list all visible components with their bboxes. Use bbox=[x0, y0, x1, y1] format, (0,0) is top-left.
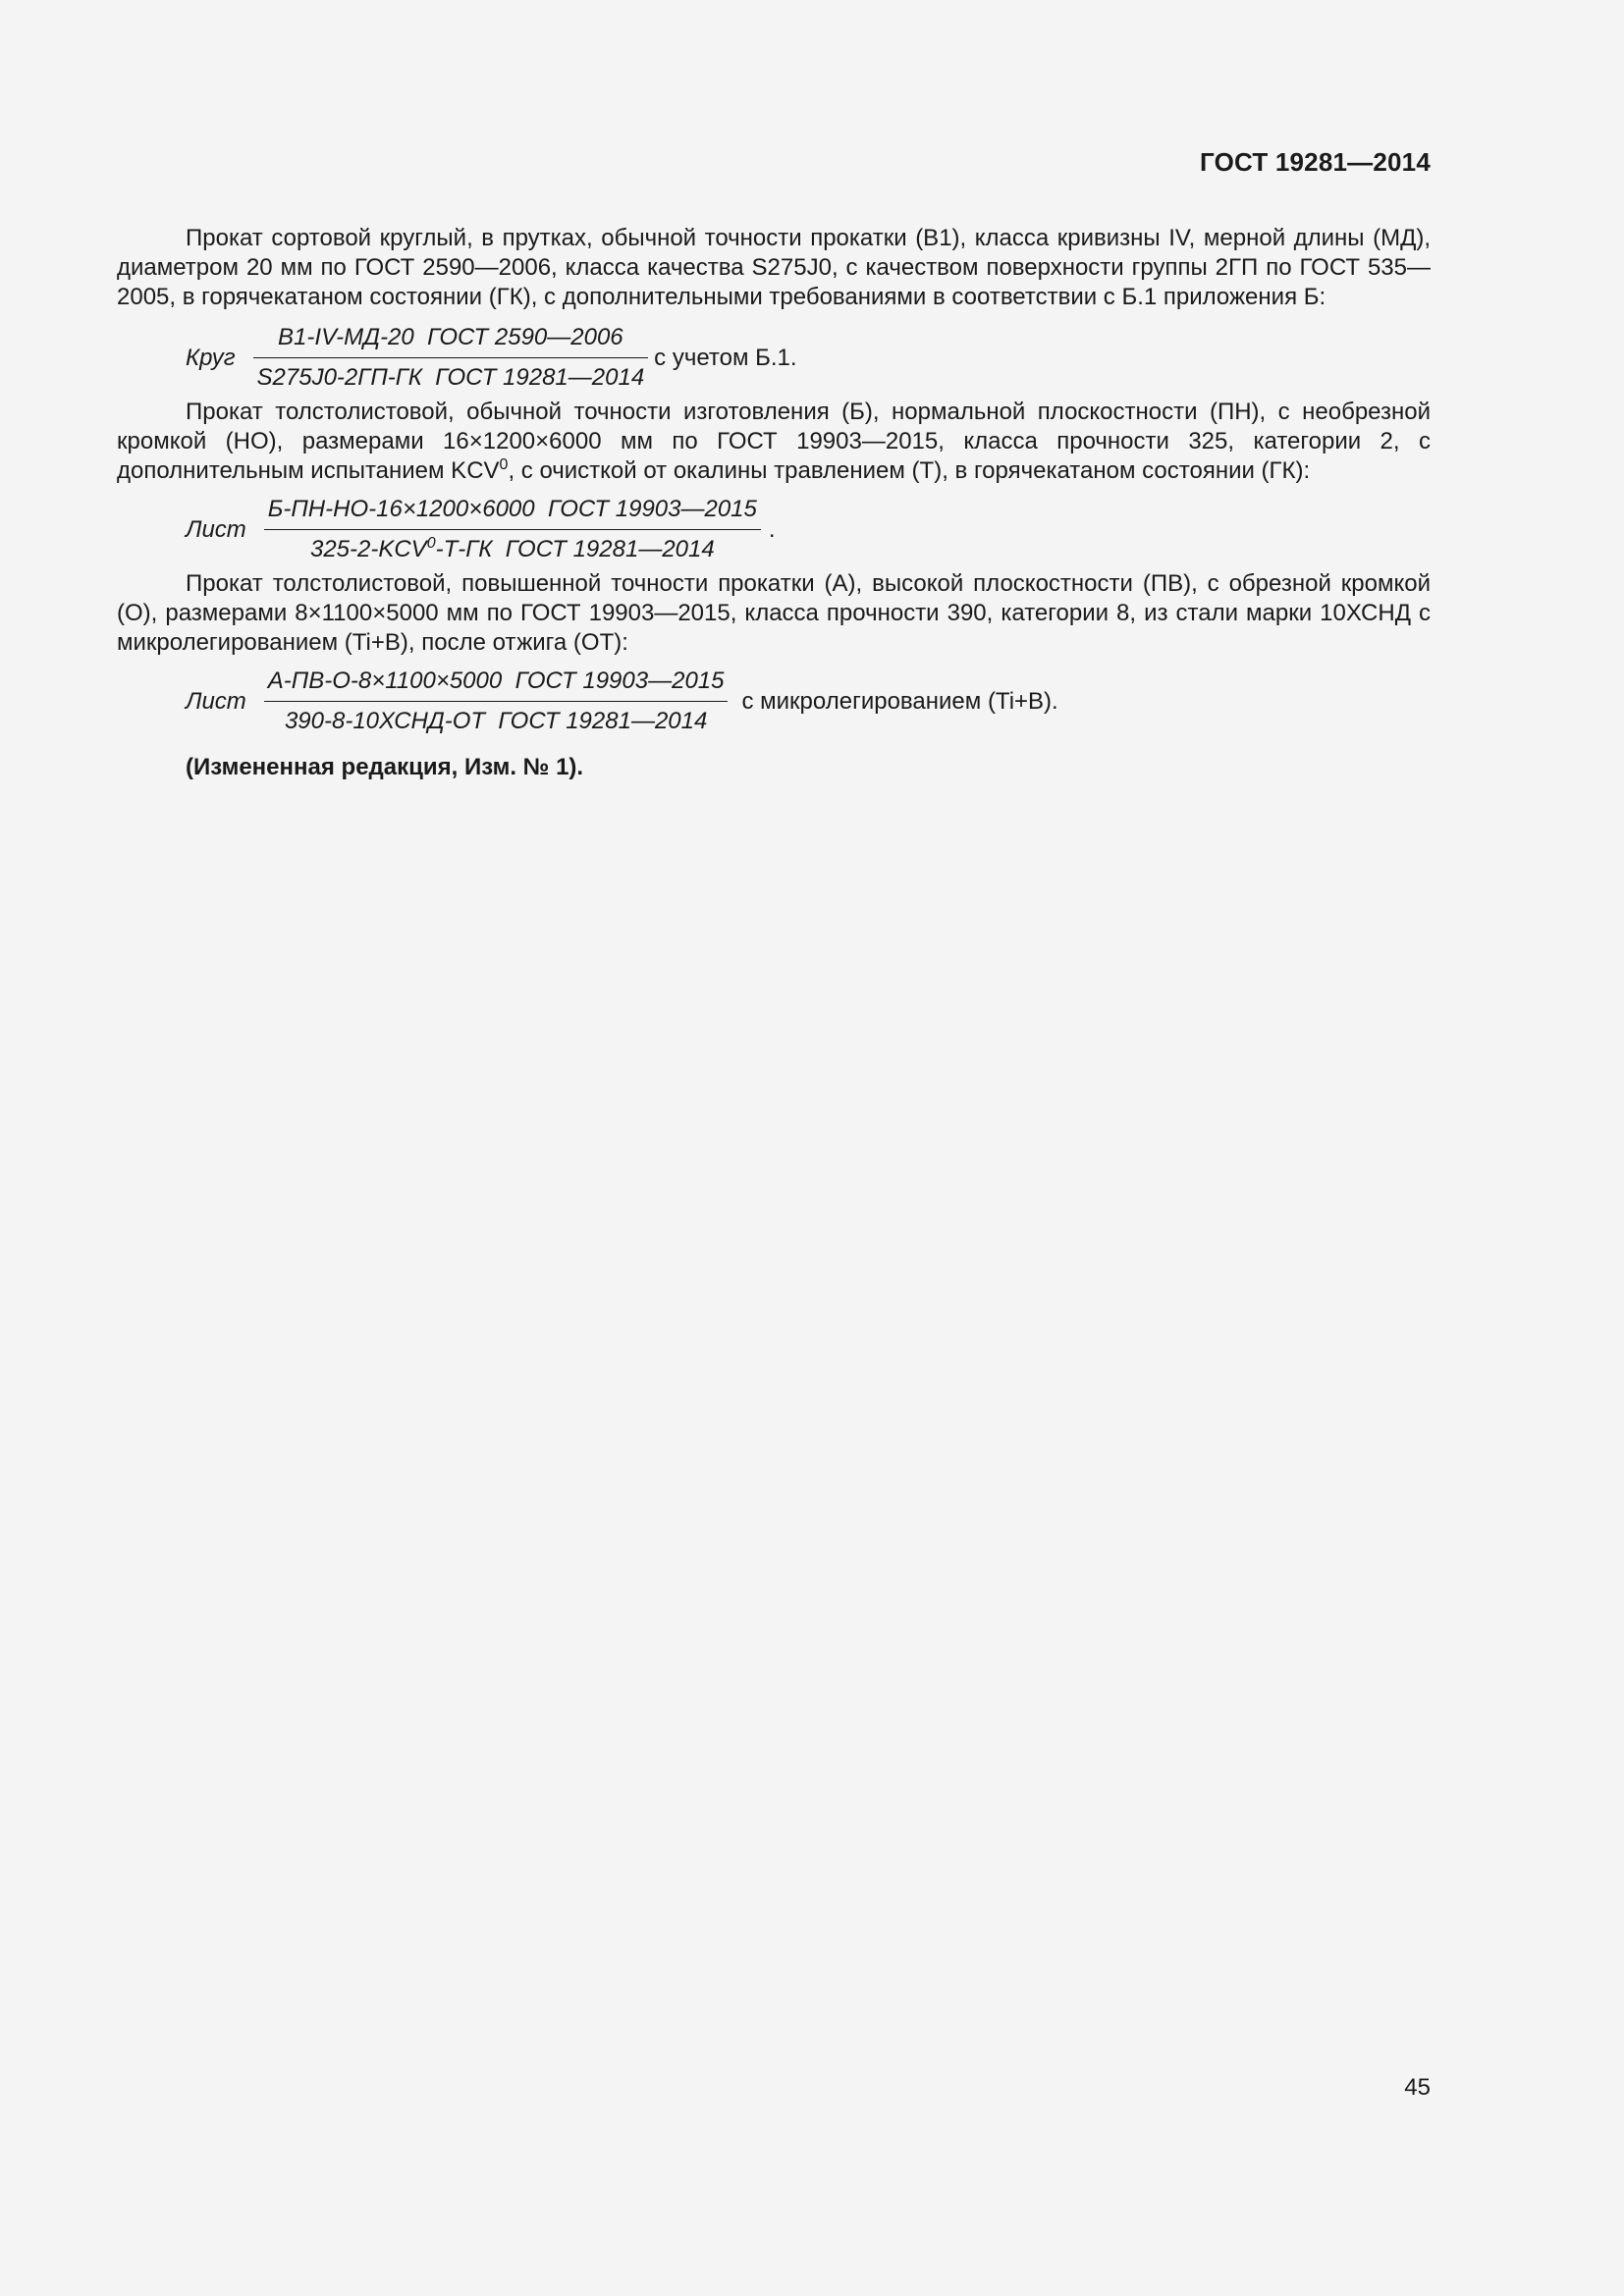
formula-numerator: В1-IV-МД-20 ГОСТ 2590—2006 bbox=[278, 324, 623, 350]
denominator-text: 325-2-KCV bbox=[309, 536, 427, 562]
designation-formula-plate-1 bbox=[186, 496, 1431, 563]
formula-denominator: S275J0-2ГП-ГК ГОСТ 19281—2014 bbox=[256, 364, 645, 391]
formula-suffix: с учетом Б.1. bbox=[654, 344, 797, 371]
superscript: 0 bbox=[499, 456, 509, 473]
formula-fraction bbox=[253, 324, 649, 392]
page-content bbox=[117, 224, 1431, 782]
paragraph-text: Прокат толстолистовой, обычной точности изготовления (Б), нормальной плоскостности (ПН), с необрезной кромкой (НО), размерами 16×1200×6000 мм по ГОСТ 19903—2015, класса прочности 325, категории 2, с дополнительным испытанием KCV bbox=[117, 399, 1431, 484]
formula-suffix: . bbox=[768, 515, 776, 543]
paragraph-plate-high: Прокат толстолистовой, повышенной точности прокатки (А), высокой плоскостности (ПВ), с обрезной кромкой (О), размерами 8×1100×5000 мм по ГОСТ 19903—2015, класса прочности 390, категории 8, из стали марки 10ХСНД с микролегированием (Ti+B), после отжига (ОТ): bbox=[117, 570, 1431, 656]
formula-suffix: с микролегированием (Ti+B). bbox=[741, 687, 1058, 715]
formula-label: Лист bbox=[186, 687, 246, 715]
formula-numerator: Б-ПН-НО-16×1200×6000 ГОСТ 19903—2015 bbox=[267, 496, 757, 522]
designation-formula-round bbox=[186, 324, 1431, 392]
formula-denominator bbox=[306, 530, 719, 563]
denominator-text: -Т-ГК ГОСТ 19281—2014 bbox=[435, 536, 715, 562]
formula-fraction bbox=[264, 667, 729, 735]
formula-denominator: 390-8-10ХСНД-ОТ ГОСТ 19281—2014 bbox=[284, 708, 708, 734]
designation-formula-plate-2 bbox=[186, 667, 1431, 735]
paragraph-text: , с очисткой от окалины травлением (Т), в горячекатаном состоянии (ГК): bbox=[508, 457, 1311, 484]
formula-label: Круг bbox=[186, 344, 236, 371]
document-header: ГОСТ 19281—2014 bbox=[1200, 147, 1431, 177]
paragraph-plate-normal bbox=[117, 398, 1431, 486]
formula-label: Лист bbox=[186, 515, 246, 543]
paragraph-round-bar: Прокат сортовой круглый, в прутках, обычной точности прокатки (В1), класса кривизны IV, мерной длины (МД), диаметром 20 мм по ГОСТ 2590—2006, класса качества S275J0, с качеством поверхности группы 2ГП по ГОСТ 535—2005, в горячекатаном состоянии (ГК), с дополнительными требованиями в соответствии с Б.1 приложения Б: bbox=[117, 225, 1431, 310]
formula-numerator: А-ПВ-О-8×1100×5000 ГОСТ 19903—2015 bbox=[267, 667, 725, 694]
amendment-note: (Измененная редакция, Изм. № 1). bbox=[186, 754, 584, 780]
formula-fraction bbox=[264, 496, 761, 563]
page-number: 45 bbox=[1404, 2074, 1431, 2101]
superscript: 0 bbox=[426, 535, 436, 552]
